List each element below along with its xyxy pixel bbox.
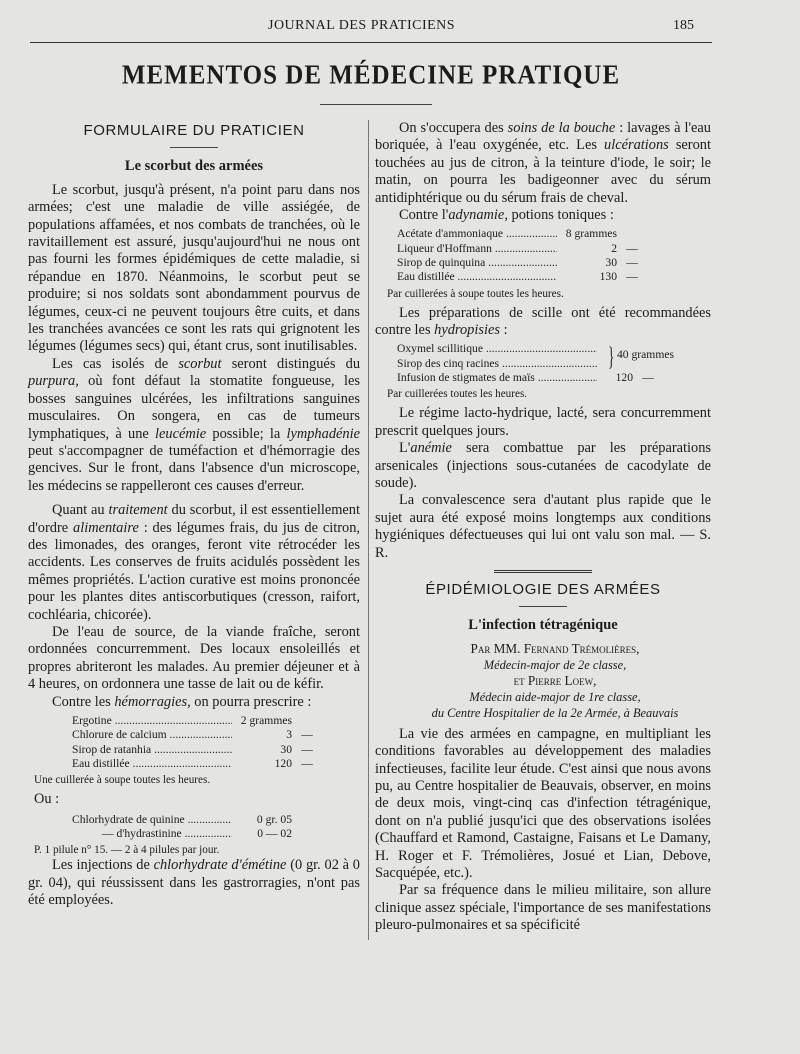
paragraph: On s'occupera des soins de la bouche : lavages à l'eau boriquée, à l'eau oxygénée, etc. Les ulcérations seront touchées au jus de citron, à la teinture d'iode, le soir; le matin, on pourra les badigeonner avec du sérum antidiphtérique ou du sérum frais de cheval.	[375, 120, 712, 206]
prescription-line: Eau distillée ..... 120 —	[72, 757, 360, 771]
section-double-rule	[494, 570, 592, 573]
header-rule	[30, 42, 712, 43]
paragraph: L'anémie sera combattue par les préparations arsenicales (injections sous-cutanées de cacodylate de soude).	[375, 440, 711, 491]
prescription-line: Eau distillée ..... 130 —	[397, 270, 711, 284]
paragraph: Les préparations de scille ont été recommandées contre les hydropisies :	[375, 304, 711, 339]
prescription-line: — d'hydrastinine ..... 0 — 02	[72, 827, 360, 841]
brace-dose: 40 grammes	[617, 348, 674, 362]
paragraph: Les cas isolés de scorbut seront distingués du purpura, où font défaut la stomatite fongueuse, les bosses sanguines ulcérées, les infiltrations sanguines musculaires. On songera, en cas de tumeurs lymphatiques, à une leucémie possible; la lymphadénie peut s'accompagner de tuméfaction et d'hémorragie des gencives. Sur le front, dans l'absence d'un microscope, les médecins se rappelleront ces causes d'erreur.	[28, 355, 361, 494]
prescription-line: Infusion de stigmates de maïs ..... 120 —	[397, 371, 711, 385]
section-title-formulaire: FORMULAIRE DU PRATICIEN	[83, 122, 305, 139]
prescription-line: Acétate d'ammoniaque ..... 8 grammes	[397, 227, 711, 241]
brace-glyph: }	[608, 342, 615, 372]
paragraph: Par sa fréquence dans le milieu militaire, son allure clinique assez spéciale, l'importance de ses manifestations pleuro-pulmonaires et sa spécificité	[375, 882, 711, 934]
paragraph: Contre les hémorragies, on pourra prescrire :	[52, 693, 312, 710]
paragraph: La convalescence sera d'autant plus rapide que le sujet aura été exposé moins longtemps aux conditions hygiéniques défectueuses qui lui ont valu son mal. — S. R.	[375, 492, 711, 561]
subsection-title-infection: L'infection tétragénique	[468, 617, 618, 634]
prescription-adynamie	[397, 227, 711, 284]
paragraph: De l'eau de source, de la viande fraîche, seront ordonnées concurremment. Des locaux ensoleillés et propres abriteront les malades. Au premier déjeuner et à 4 heures, on ordonnera une tasse de lait ou de kéfir.	[28, 623, 360, 693]
prescription-note: Par cuillerées toutes les heures.	[387, 388, 528, 401]
ou-label: Ou :	[34, 791, 60, 808]
byline-rank: Médecin aide-major de 1re classe,	[469, 689, 641, 704]
section-title-epidemiologie: ÉPIDÉMIOLOGIE DES ARMÉES	[425, 580, 661, 598]
prescription-pilules	[72, 813, 360, 842]
paragraph: Le scorbut, jusqu'à présent, n'a point paru dans nos armées; c'est une maladie de ville assiégée, de populations affamées, et nos combats de tranchées, où le ravitaillement est assuré, jusqu'aujourd'hui ne nous ont pas fourni les formes épidémiques de cette maladie, si répandue en 1870. Néanmoins, le scorbut peut se produire; si nos soldats sont abondamment pourvus de légumes, ceux-ci ne peuvent toujours être cuits, et dans les tranchées avancées ce sont les rats qui grignotent les légumes (légumes secs) qui, étant crus, sont inutilisables.	[28, 181, 360, 355]
prescription-line: Liqueur d'Hoffmann ..... 2 —	[397, 242, 711, 256]
byline-authors: et Pierre Loew,	[513, 672, 597, 688]
prescription-hemorragies	[72, 714, 360, 771]
subsection-title-scorbut: Le scorbut des armées	[124, 158, 264, 175]
paragraph: Les injections de chlorhydrate d'émétine (0 gr. 02 à 0 gr. 04), qui réussissent dans les gastrorragies, n'ont pas été employées.	[28, 857, 360, 908]
page-number: 185	[673, 18, 694, 33]
right-column	[375, 120, 711, 935]
prescription-line: Ergotine ..... 2 grammes	[72, 714, 360, 728]
prescription-note: Une cuillerée à soupe toutes les heures.	[34, 774, 211, 787]
byline-affiliation: du Centre Hospitalier de la 2e Armée, à Beauvais	[431, 705, 679, 720]
prescription-line: Chlorhydrate de quinine ..... 0 gr. 05	[72, 813, 360, 827]
prescription-line: Oxymel scillitique .....	[397, 342, 711, 356]
section-rule	[170, 147, 218, 148]
column-divider	[368, 120, 369, 940]
left-column	[28, 120, 360, 909]
prescription-note: P. 1 pilule n° 15. — 2 à 4 pilules par jour.	[34, 844, 220, 857]
journal-title: JOURNAL DES PRATICIENS	[268, 18, 456, 33]
section-rule	[519, 606, 567, 607]
prescription-line: Sirop de ratanhia ..... 30 —	[72, 743, 360, 757]
byline-rank: Médecin-major de 2e classe,	[483, 657, 627, 672]
prescription-hydropisies	[397, 342, 711, 385]
paragraph: Contre l'adynamie, potions toniques :	[399, 207, 614, 224]
prescription-line: Sirop de quinquina ..... 30 —	[397, 256, 711, 270]
prescription-line: Sirop des cinq racines .....	[397, 357, 711, 371]
byline-authors: Par MM. Fernand Trémolières,	[470, 640, 640, 656]
paragraph: Le régime lacto-hydrique, lacté, sera concurremment prescrit quelques jours.	[375, 405, 711, 439]
prescription-line: Chlorure de calcium ..... 3 —	[72, 728, 360, 742]
running-head	[0, 18, 800, 38]
main-title: MEMENTOS DE MÉDECINE PRATIQUE	[121, 60, 621, 91]
paragraph: La vie des armées en campagne, en multipliant les conditions favorables au développement des maladies infectieuses, facilite leur étude. C'est ainsi que nous avons pu, au Centre hospitalier de Beauvais, observer, en moins de deux mois, vingt-cinq cas d'infection tétragénique, dont on n'a publié jusqu'ici que des observations isolées (Chauffard et Ramond, Castaigne, Faisans et Le Damany, H. Roger et F. Trémolières, Josué et Lian, Debove, Sacquépée, etc.).	[375, 725, 711, 882]
prescription-note: Par cuillerées à soupe toutes les heures.	[387, 287, 564, 300]
paragraph: Quant au traitement du scorbut, il est essentiellement d'ordre alimentaire : des légumes frais, du jus de citron, des limonades, des oranges, feront vite rétrocéder les accidents. Les conserves de fruits acidulés possèdent les mêmes propriétés. L'action curative est moins prononcée pour les plantes dites antiscorbutiques (cresson, raifort, cochléaria, chicorée).	[28, 502, 360, 623]
title-rule	[320, 104, 432, 105]
